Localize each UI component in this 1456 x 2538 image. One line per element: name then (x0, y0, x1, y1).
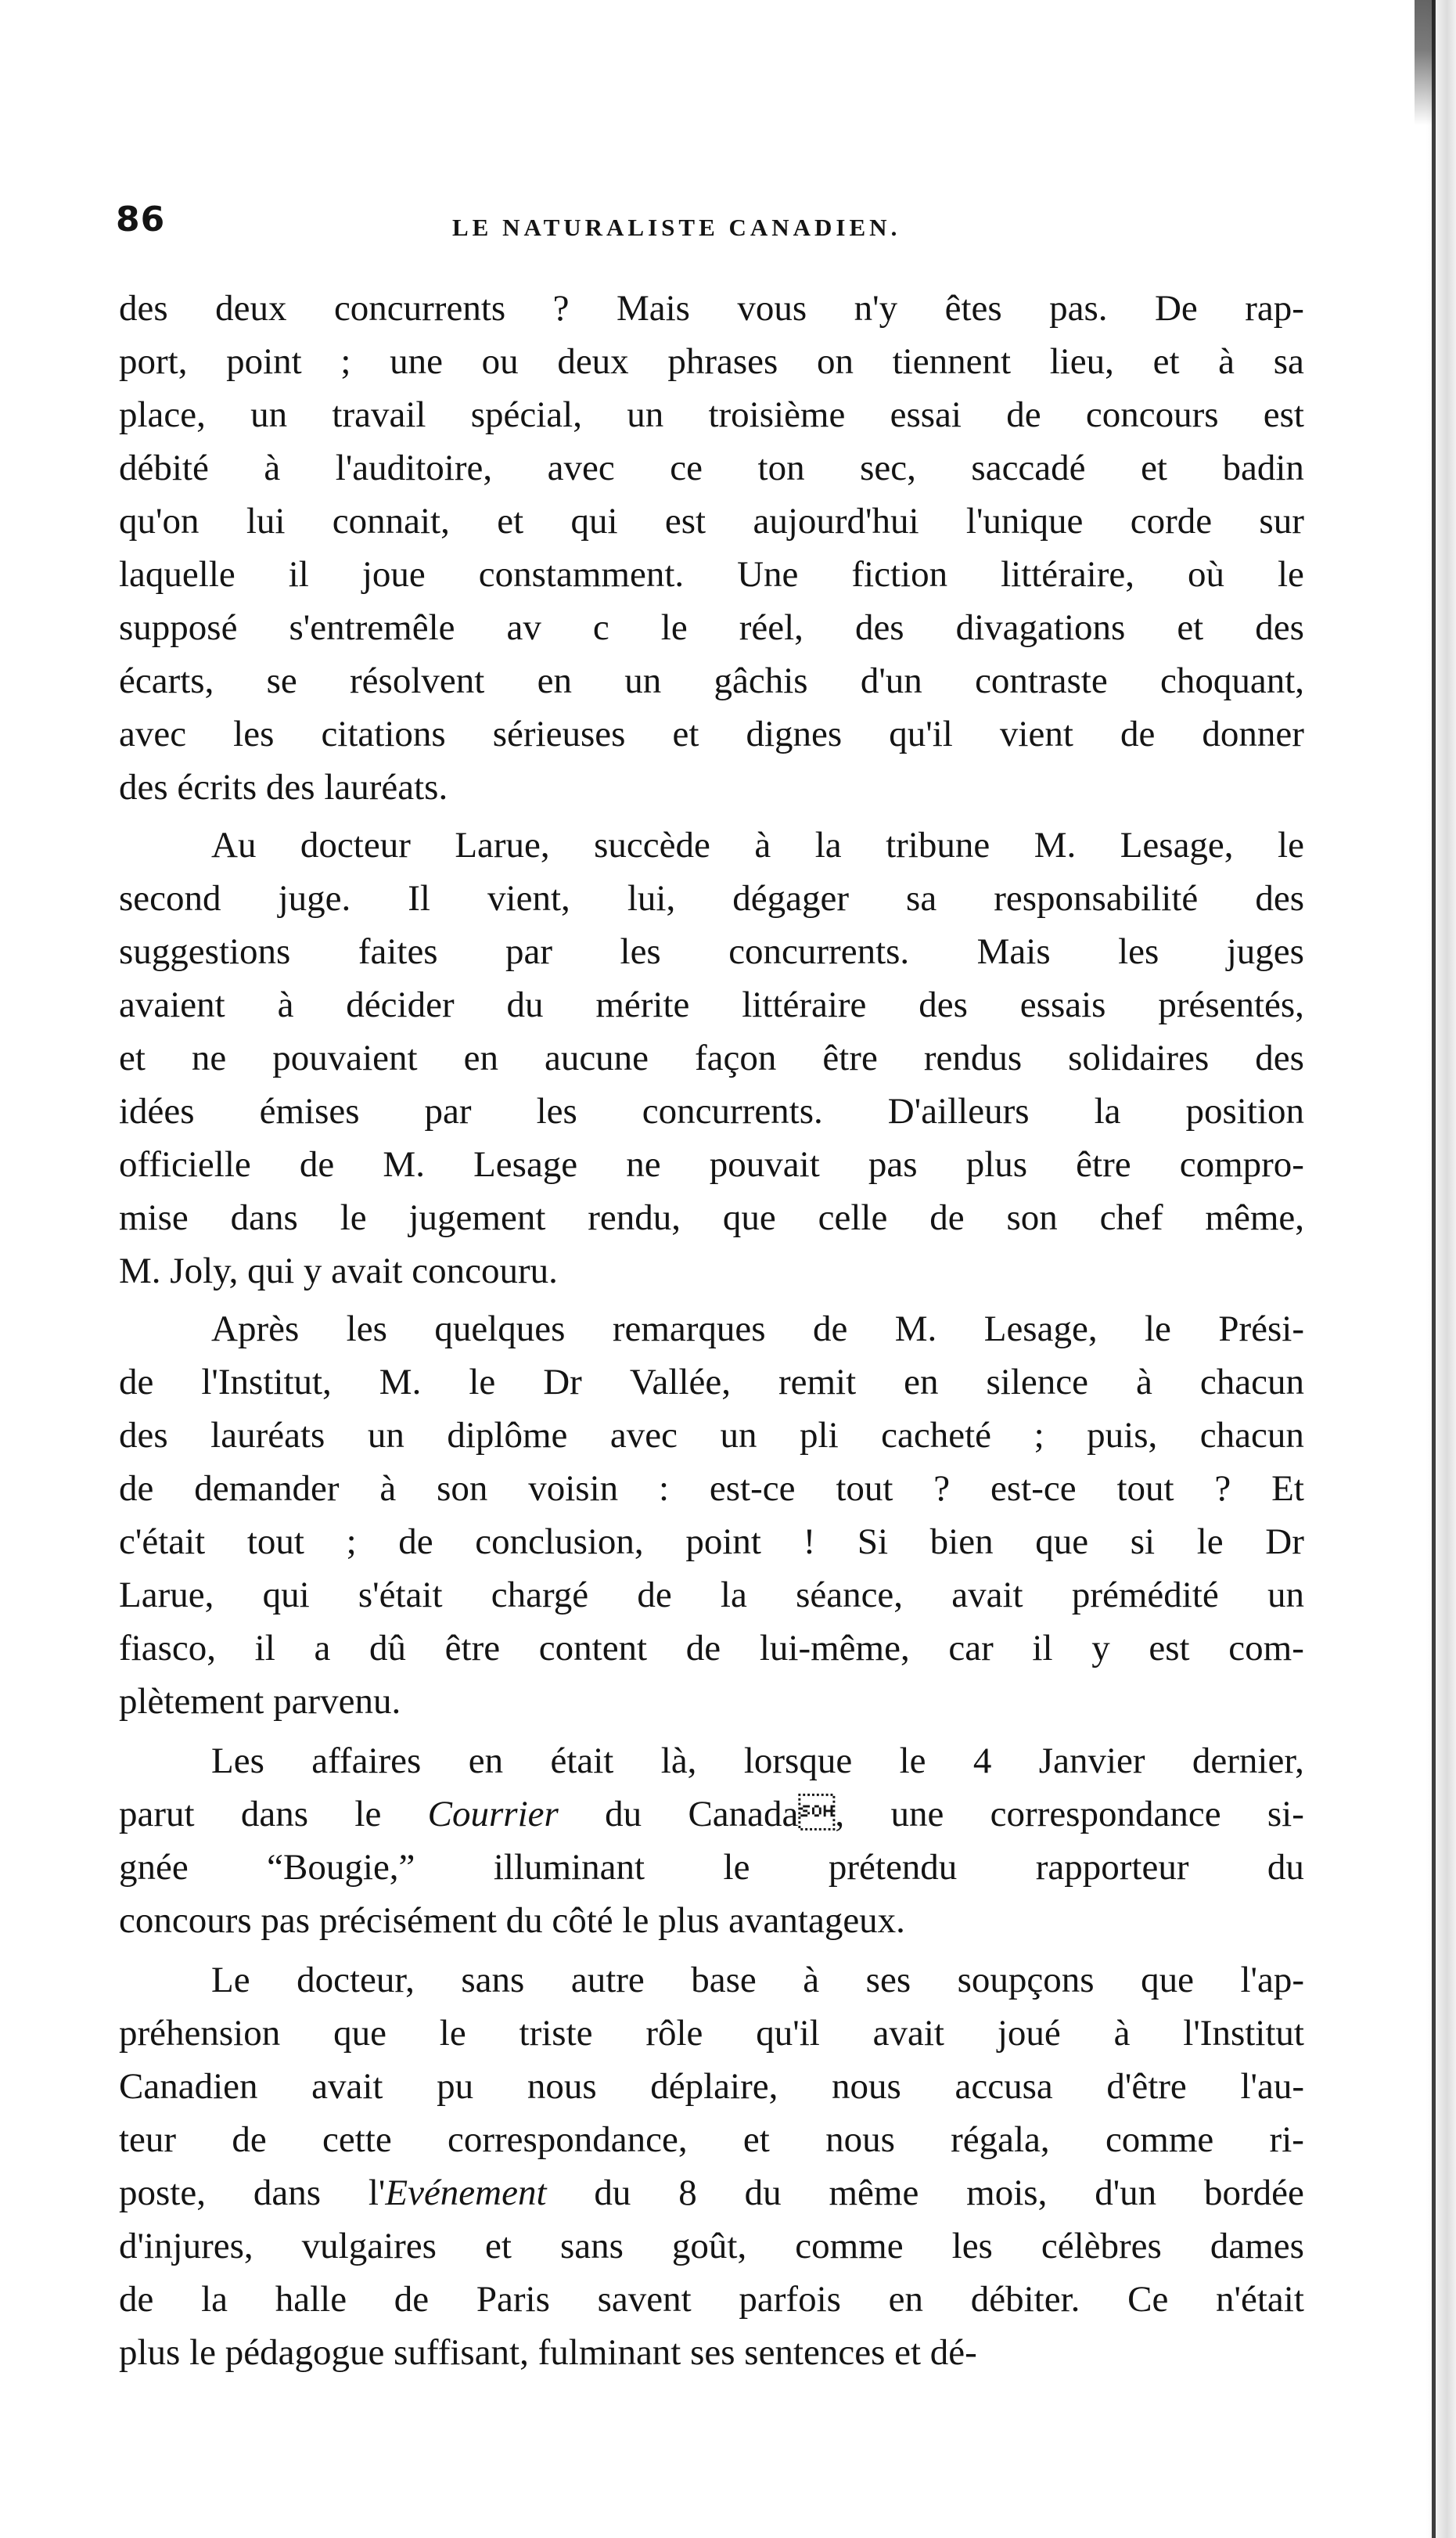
text-line: Après les quelques remarques de M. Lesage, le Prési- (211, 1309, 1304, 1349)
text-line: des lauréats un diplôme avec un pli cacheté ; puis, chacun (119, 1415, 1304, 1456)
text-line: des écrits des lauréats. (119, 767, 448, 808)
text-line: Canadien avait pu nous déplaire, nous accusa d'être l'au- (119, 2066, 1304, 2107)
text-line: de demander à son voisin : est-ce tout ? est-ce tout ? Et (119, 1468, 1304, 1509)
text-line: port, point ; une ou deux phrases on tiennent lieu, et à sa (119, 341, 1304, 382)
text-line: suggestions faites par les concurrents. Mais les juges (119, 931, 1304, 972)
text-line: idées émises par les concurrents. D'ailleurs la position (119, 1091, 1304, 1132)
paragraph (119, 1734, 1304, 1947)
text-line: préhension que le triste rôle qu'il avait joué à l'Institut (119, 2013, 1304, 2054)
text-line: Au docteur Larue, succède à la tribune M. Lesage, le (211, 825, 1304, 866)
paragraph (119, 1302, 1304, 1728)
paragraph (119, 1953, 1304, 2379)
text-line: fiasco, il a dû être content de lui-même, car il y est com- (119, 1628, 1304, 1669)
text-line: avec les citations sérieuses et dignes qu'il vient de donner (119, 714, 1304, 754)
text-line: des deux concurrents ? Mais vous n'y êtes pas. De rap- (119, 288, 1304, 329)
text-line: concours pas précisément du côté le plus avantageux. (119, 1900, 905, 1941)
text-line: d'injures, vulgaires et sans goût, comme les célèbres dames (119, 2226, 1304, 2266)
text-line: supposé s'entremêle av c le réel, des divagations et des (119, 607, 1304, 648)
paragraph (119, 282, 1304, 814)
text-line: officielle de M. Lesage ne pouvait pas plus être compro- (119, 1144, 1304, 1185)
text-line: et ne pouvaient en aucune façon être rendus solidaires des (119, 1038, 1304, 1078)
text-line: plus le pédagogue suffisant, fulminant ses sentences et dé- (119, 2332, 977, 2373)
text-line: débité à l'auditoire, avec ce ton sec, saccadé et badin (119, 448, 1304, 488)
text-line: place, un travail spécial, un troisième essai de concours est (119, 394, 1304, 435)
text-line: second juge. Il vient, lui, dégager sa responsabilité des (119, 878, 1304, 919)
text-line: parut dans le Courrier du Canada, une correspondance si- (119, 1794, 1304, 1834)
page-number: 86 (116, 200, 166, 239)
page-header (116, 200, 1305, 254)
text-line: laquelle il joue constamment. Une fiction littéraire, où le (119, 554, 1304, 595)
text-line: Larue, qui s'était chargé de la séance, avait prémédité un (119, 1575, 1304, 1615)
text-line: écarts, se résolvent en un gâchis d'un contraste choquant, (119, 661, 1304, 701)
text-line: de la halle de Paris savent parfois en débiter. Ce n'était (119, 2279, 1304, 2320)
text-line: M. Joly, qui y avait concouru. (119, 1251, 558, 1291)
body-text (119, 282, 1304, 2379)
text-line: avaient à décider du mérite littéraire des essais présentés, (119, 985, 1304, 1025)
text-line: poste, dans l'Evénement du 8 du même mois, d'un bordée (119, 2173, 1304, 2213)
text-line: de l'Institut, M. le Dr Vallée, remit en silence à chacun (119, 1362, 1304, 1402)
paragraph (119, 819, 1304, 1298)
binding-shadow (1426, 0, 1456, 2538)
text-line: gnée “Bougie,” illuminant le prétendu rapporteur du (119, 1847, 1304, 1888)
text-line: teur de cette correspondance, et nous régala, comme ri- (119, 2119, 1304, 2160)
text-line: plètement parvenu. (119, 1681, 401, 1722)
text-line: qu'on lui connait, et qui est aujourd'hui l'unique corde sur (119, 501, 1304, 542)
running-title: LE NATURALISTE CANADIEN. (452, 214, 901, 241)
text-line: Le docteur, sans autre base à ses soupçons que l'ap- (211, 1960, 1304, 2000)
text-line: Les affaires en était là, lorsque le 4 Janvier dernier, (211, 1741, 1304, 1781)
text-line: mise dans le jugement rendu, que celle de son chef même, (119, 1197, 1304, 1238)
binding-edge-line (1432, 0, 1436, 2538)
text-line: c'était tout ; de conclusion, point ! Si bien que si le Dr (119, 1521, 1304, 1562)
